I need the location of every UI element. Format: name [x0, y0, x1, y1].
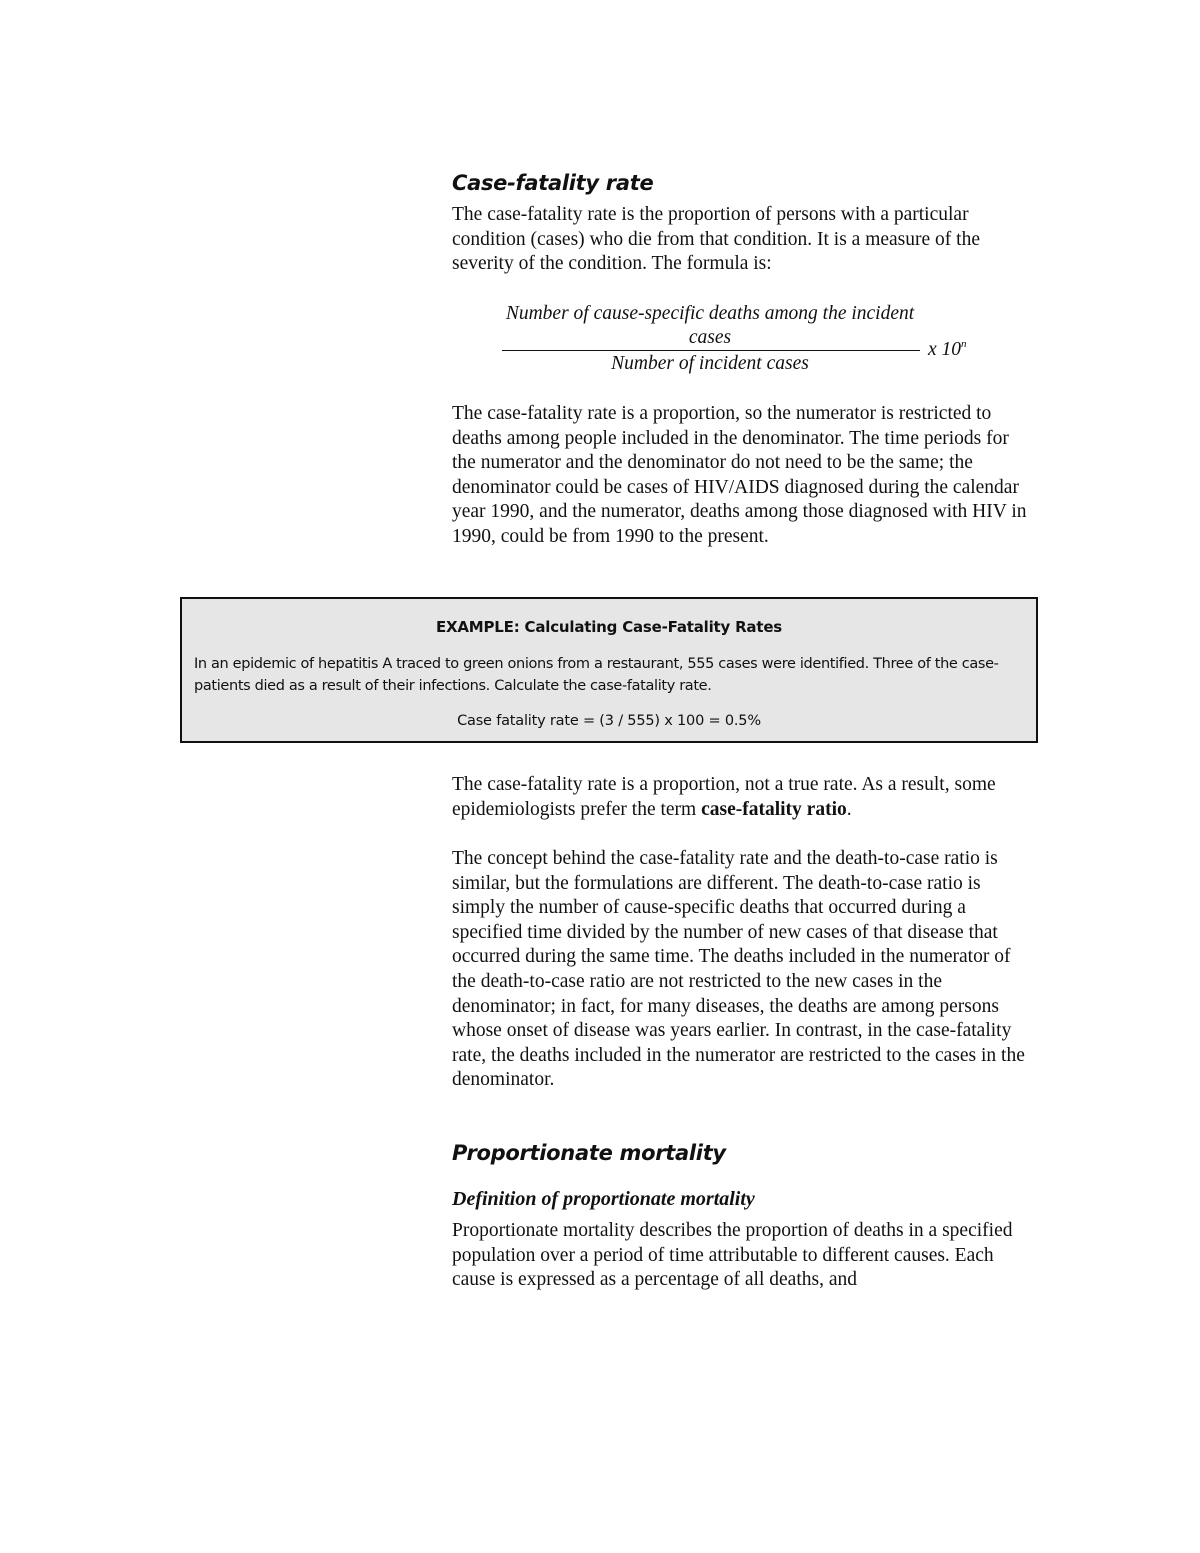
case-fatality-ratio-paragraph [452, 773, 1037, 822]
case-fatality-formula [500, 302, 980, 382]
section2-para1-text: Proportionate mortality describes the proportion of deaths in a specified population over a period of time attributable to different causes. Each cause is expressed as a percentage of all deaths, and [452, 1220, 1013, 1291]
case-fatality-intro-paragraph [452, 203, 1037, 277]
formula-multiplier [928, 338, 967, 361]
death-to-case-paragraph [452, 847, 1037, 1093]
section-heading-case-fatality-rate: Case-fatality rate [452, 171, 654, 195]
proportionate-mortality-paragraph [452, 1219, 1037, 1293]
para4-text: The concept behind the case-fatality rate and the death-to-case ratio is similar, but the formulations are different. The death-to-case ratio is simply the number of cause-specific deaths that occurred during a specified time divided by the number of new cases of that disease that occurred during the same time. The deaths included in the numerator of the death-to-case ratio are not restricted to the new cases in the denominator; in fact, for many diseases, the deaths are among persons whose onset of disease was years earlier. In contrast, in the case-fatality rate, the deaths included in the numerator are restricted to the cases in the denominator. [452, 848, 1025, 1091]
para3-after: . [846, 798, 852, 820]
case-fatality-proportion-paragraph [452, 402, 1037, 550]
para2-text: The case-fatality rate is a proportion, so the numerator is restricted to deaths among people included in the denominator. The time periods for the numerator and the denominator do not need to be the same; the denominator could be cases of HIV/AIDS diagnosed during the calendar year 1990, and the numerator, deaths among those diagnosed with HIV in 1990, could be from 1990 to the present. [452, 403, 1027, 547]
section-heading-proportionate-mortality: Proportionate mortality [452, 1141, 726, 1165]
multiplier-text: x 10 [928, 339, 962, 360]
subheading-definition: Definition of proportionate mortality [452, 1188, 755, 1210]
formula-numerator: Number of cause-specific deaths among the incident cases [505, 303, 915, 348]
formula-denominator: Number of incident cases [611, 353, 809, 374]
example-body: In an epidemic of hepatitis A traced to green onions from a restaurant, 555 cases were identified. Three of the case-patients died as a result of their infections. Calculate the case-fatality rate. [194, 656, 999, 694]
example-box [180, 597, 1038, 743]
para3-before: The case-fatality rate is a proportion, not a true rate. As a result, some epidemiologists prefer the term [452, 774, 996, 820]
fraction-bar [502, 350, 920, 351]
example-title: EXAMPLE: Calculating Case-Fatality Rates [435, 618, 783, 636]
para3-text [452, 773, 1037, 822]
multiplier-exponent: n [961, 338, 967, 350]
term-case-fatality-ratio: case-fatality ratio [701, 798, 847, 820]
intro-text: The case-fatality rate is the proportion of persons with a particular condition (cases) who die from that condition. It is a measure of the severity of the condition. The formula is: [452, 204, 980, 275]
example-calculation: Case fatality rate = (3 / 555) x 100 = 0.5% [457, 713, 761, 729]
